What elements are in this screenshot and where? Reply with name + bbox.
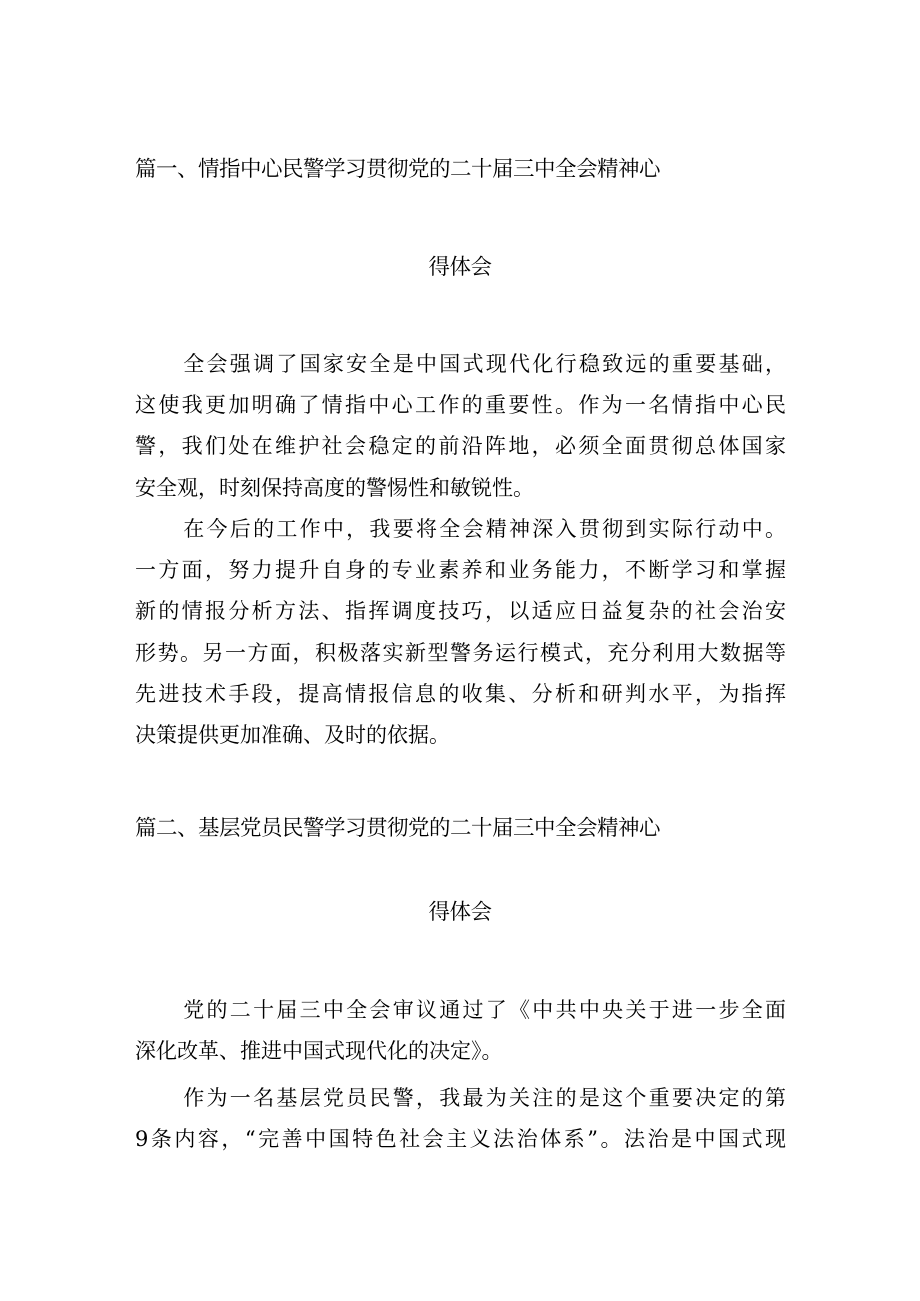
section1-heading-continued: 得体会 [428,255,492,280]
section2-heading-continued: 得体会 [428,900,492,925]
section2-paragraph-2 [135,1078,786,1160]
text-line: 一方面，努力提升自身的专业素养和业务能力，不断学习和掌握 [135,558,786,583]
text-line: 警，我们处在维护社会稳定的前沿阵地，必须全面贯彻总体国家 [135,434,786,459]
section2-paragraph-1 [135,990,786,1072]
text-line: 新的情报分析方法、指挥调度技巧，以适应日益复杂的社会治安 [135,599,786,624]
text-line: 先进技术手段，提高情报信息的收集、分析和研判水平，为指挥 [135,681,786,706]
section1-paragraph-1 [135,344,786,509]
text-line: 全会强调了国家安全是中国式现代化行稳致远的重要基础， [181,352,786,376]
text-line: 这使我更加明确了情指中心工作的重要性。作为一名情指中心民 [135,393,786,418]
text-line: 形势。另一方面，积极落实新型警务运行模式，充分利用大数据等 [135,640,786,665]
section1-heading: 篇一、情指中心民警学习贯彻党的二十届三中全会精神心 [135,157,661,182]
text-line: 9条内容，“完善中国特色社会主义法治体系”。法治是中国式现 [135,1127,786,1152]
text-line: 党的二十届三中全会审议通过了《中共中央关于进一步全面 [181,998,786,1022]
section2-heading: 篇二、基层党员民警学习贯彻党的二十届三中全会精神心 [135,816,661,841]
section1-paragraph-2 [135,509,786,756]
text-line: 安全观，时刻保持高度的警惕性和敏锐性。 [135,475,534,500]
text-line: 深化改革、推进中国式现代化的决定》。 [135,1039,503,1064]
text-line: 作为一名基层党员民警，我最为关注的是这个重要决定的第 [181,1086,786,1110]
text-line: 在今后的工作中，我要将全会精神深入贯彻到实际行动中。 [181,517,786,541]
text-line: 决策提供更加准确、及时的依据。 [135,722,450,747]
